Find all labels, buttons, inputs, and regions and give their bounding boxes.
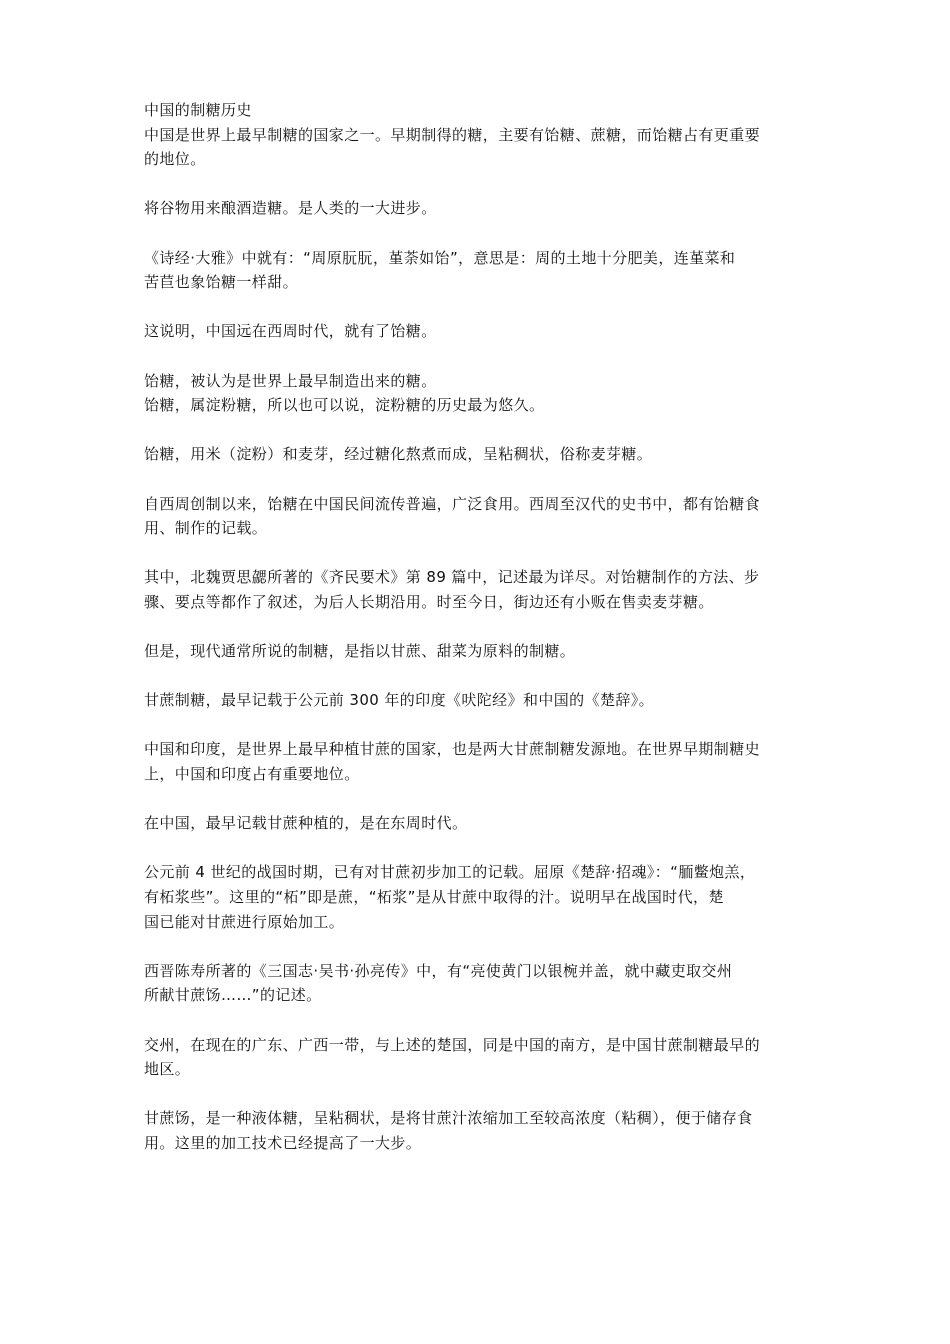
paragraph-line: 苦苣也象饴糖一样甜。 [144,273,299,292]
paragraph [144,565,820,614]
paragraph-line: 的地位。 [144,150,206,169]
paragraph-spacer [144,787,820,812]
paragraph [144,196,820,221]
paragraph [144,319,820,344]
paragraph-line: 用。这里的加工技术已经提高了一大步。 [144,1133,422,1152]
paragraph [144,246,820,295]
paragraph-line: 《诗经·大雅》中就有：“周原朊朊，堇荼如饴”，意思是：周的土地十分肥美，连堇菜和 [144,248,736,267]
paragraph-spacer [144,1082,820,1107]
paragraph-spacer [144,467,820,492]
paragraph-line: 公元前 4 世纪的战国时期，已有对甘蔗初步加工的记载。屈原《楚辞·招魂》：“胹鳖炮羔， [144,863,756,882]
paragraph-line: 用、制作的记载。 [144,519,268,538]
paragraph-spacer [144,614,820,639]
paragraph [144,737,820,786]
document-title: 中国的制糖历史 [144,101,252,119]
paragraph-spacer [144,541,820,566]
paragraph-spacer [144,295,820,320]
paragraph-line: 中国是世界上最早制糖的国家之一。早期制得的糖，主要有饴糖、蔗糖，而饴糖占有更重要 [144,125,761,144]
paragraph [144,811,820,836]
paragraph [144,1033,820,1082]
paragraph-line: 但是，现代通常所说的制糖，是指以甘蔗、甜菜为原料的制糖。 [144,642,576,661]
paragraph [144,860,820,934]
paragraph-line: 有柘浆些”。这里的“柘”即是蔗，“柘浆”是从甘蔗中取得的汁。说明早在战国时代，楚 [144,888,724,906]
paragraph-line: 交州，在现在的广东、广西一带，与上述的楚国，同是中国的南方，是中国甘蔗制糖最早的 [144,1035,761,1054]
paragraph [144,492,820,541]
paragraph [144,123,820,172]
paragraph-spacer [144,713,820,738]
paragraph-line: 饴糖，被认为是世界上最早制造出来的糖。 [144,371,437,390]
paragraph [144,1106,820,1155]
paragraph-spacer [144,344,820,369]
paragraph-line: 自西周创制以来，饴糖在中国民间流传普遍，广泛食用。西周至汉代的史书中，都有饴糖食 [144,494,761,513]
paragraph-line: 西晋陈寿所著的《三国志·吴书·孙亮传》中，有“亮使黄门以银椀并盖，就中藏吏取交州 [144,961,733,980]
paragraph-list [144,123,820,1156]
paragraph-spacer [144,934,820,959]
paragraph-spacer [144,418,820,443]
paragraph-line: 地区。 [144,1060,191,1079]
paragraph-line: 饴糖，属淀粉糖，所以也可以说，淀粉糖的历史最为悠久。 [144,396,545,415]
paragraph-spacer [144,664,820,689]
paragraph-line: 国已能对甘蔗进行原始加工。 [144,912,345,931]
paragraph-line: 将谷物用来酿酒造糖。是人类的一大进步。 [144,199,437,218]
paragraph-line: 所献甘蔗饧……”的记述。 [144,986,322,1005]
paragraph-line: 甘蔗制糖，最早记载于公元前 300 年的印度《吠陀经》和中国的《楚辞》。 [144,691,655,710]
paragraph-line: 骤、要点等都作了叙述，为后人长期沿用。时至今日，街边还有小贩在售卖麦芽糖。 [144,592,714,611]
paragraph [144,369,820,418]
paragraph-spacer [144,221,820,246]
paragraph [144,639,820,664]
paragraph [144,688,820,713]
paragraph-line: 中国和印度，是世界上最早种植甘蔗的国家，也是两大甘蔗制糖发源地。在世界早期制糖史 [144,740,761,759]
paragraph-spacer [144,1008,820,1033]
paragraph [144,959,820,1008]
document-body [144,98,820,1156]
paragraph-line: 饴糖，用米（淀粉）和麦芽，经过糖化熬煮而成，呈粘稠状，俗称麦芽糖。 [144,445,653,464]
paragraph-line: 其中，北魏贾思勰所著的《齐民要术》第 89 篇中，记述最为详尽。对饴糖制作的方法、步 [144,568,760,587]
paragraph-line: 上，中国和印度占有重要地位。 [144,765,360,784]
paragraph-line: 甘蔗饧，是一种液体糖，呈粘稠状，是将甘蔗汁浓缩加工至较高浓度（粘稠），便于储存食 [144,1109,753,1128]
paragraph-spacer [144,836,820,861]
paragraph-line: 这说明，中国远在西周时代，就有了饴糖。 [144,322,437,341]
paragraph-spacer [144,172,820,197]
paragraph [144,442,820,467]
paragraph-line: 在中国，最早记载甘蔗种植的，是在东周时代。 [144,814,468,833]
